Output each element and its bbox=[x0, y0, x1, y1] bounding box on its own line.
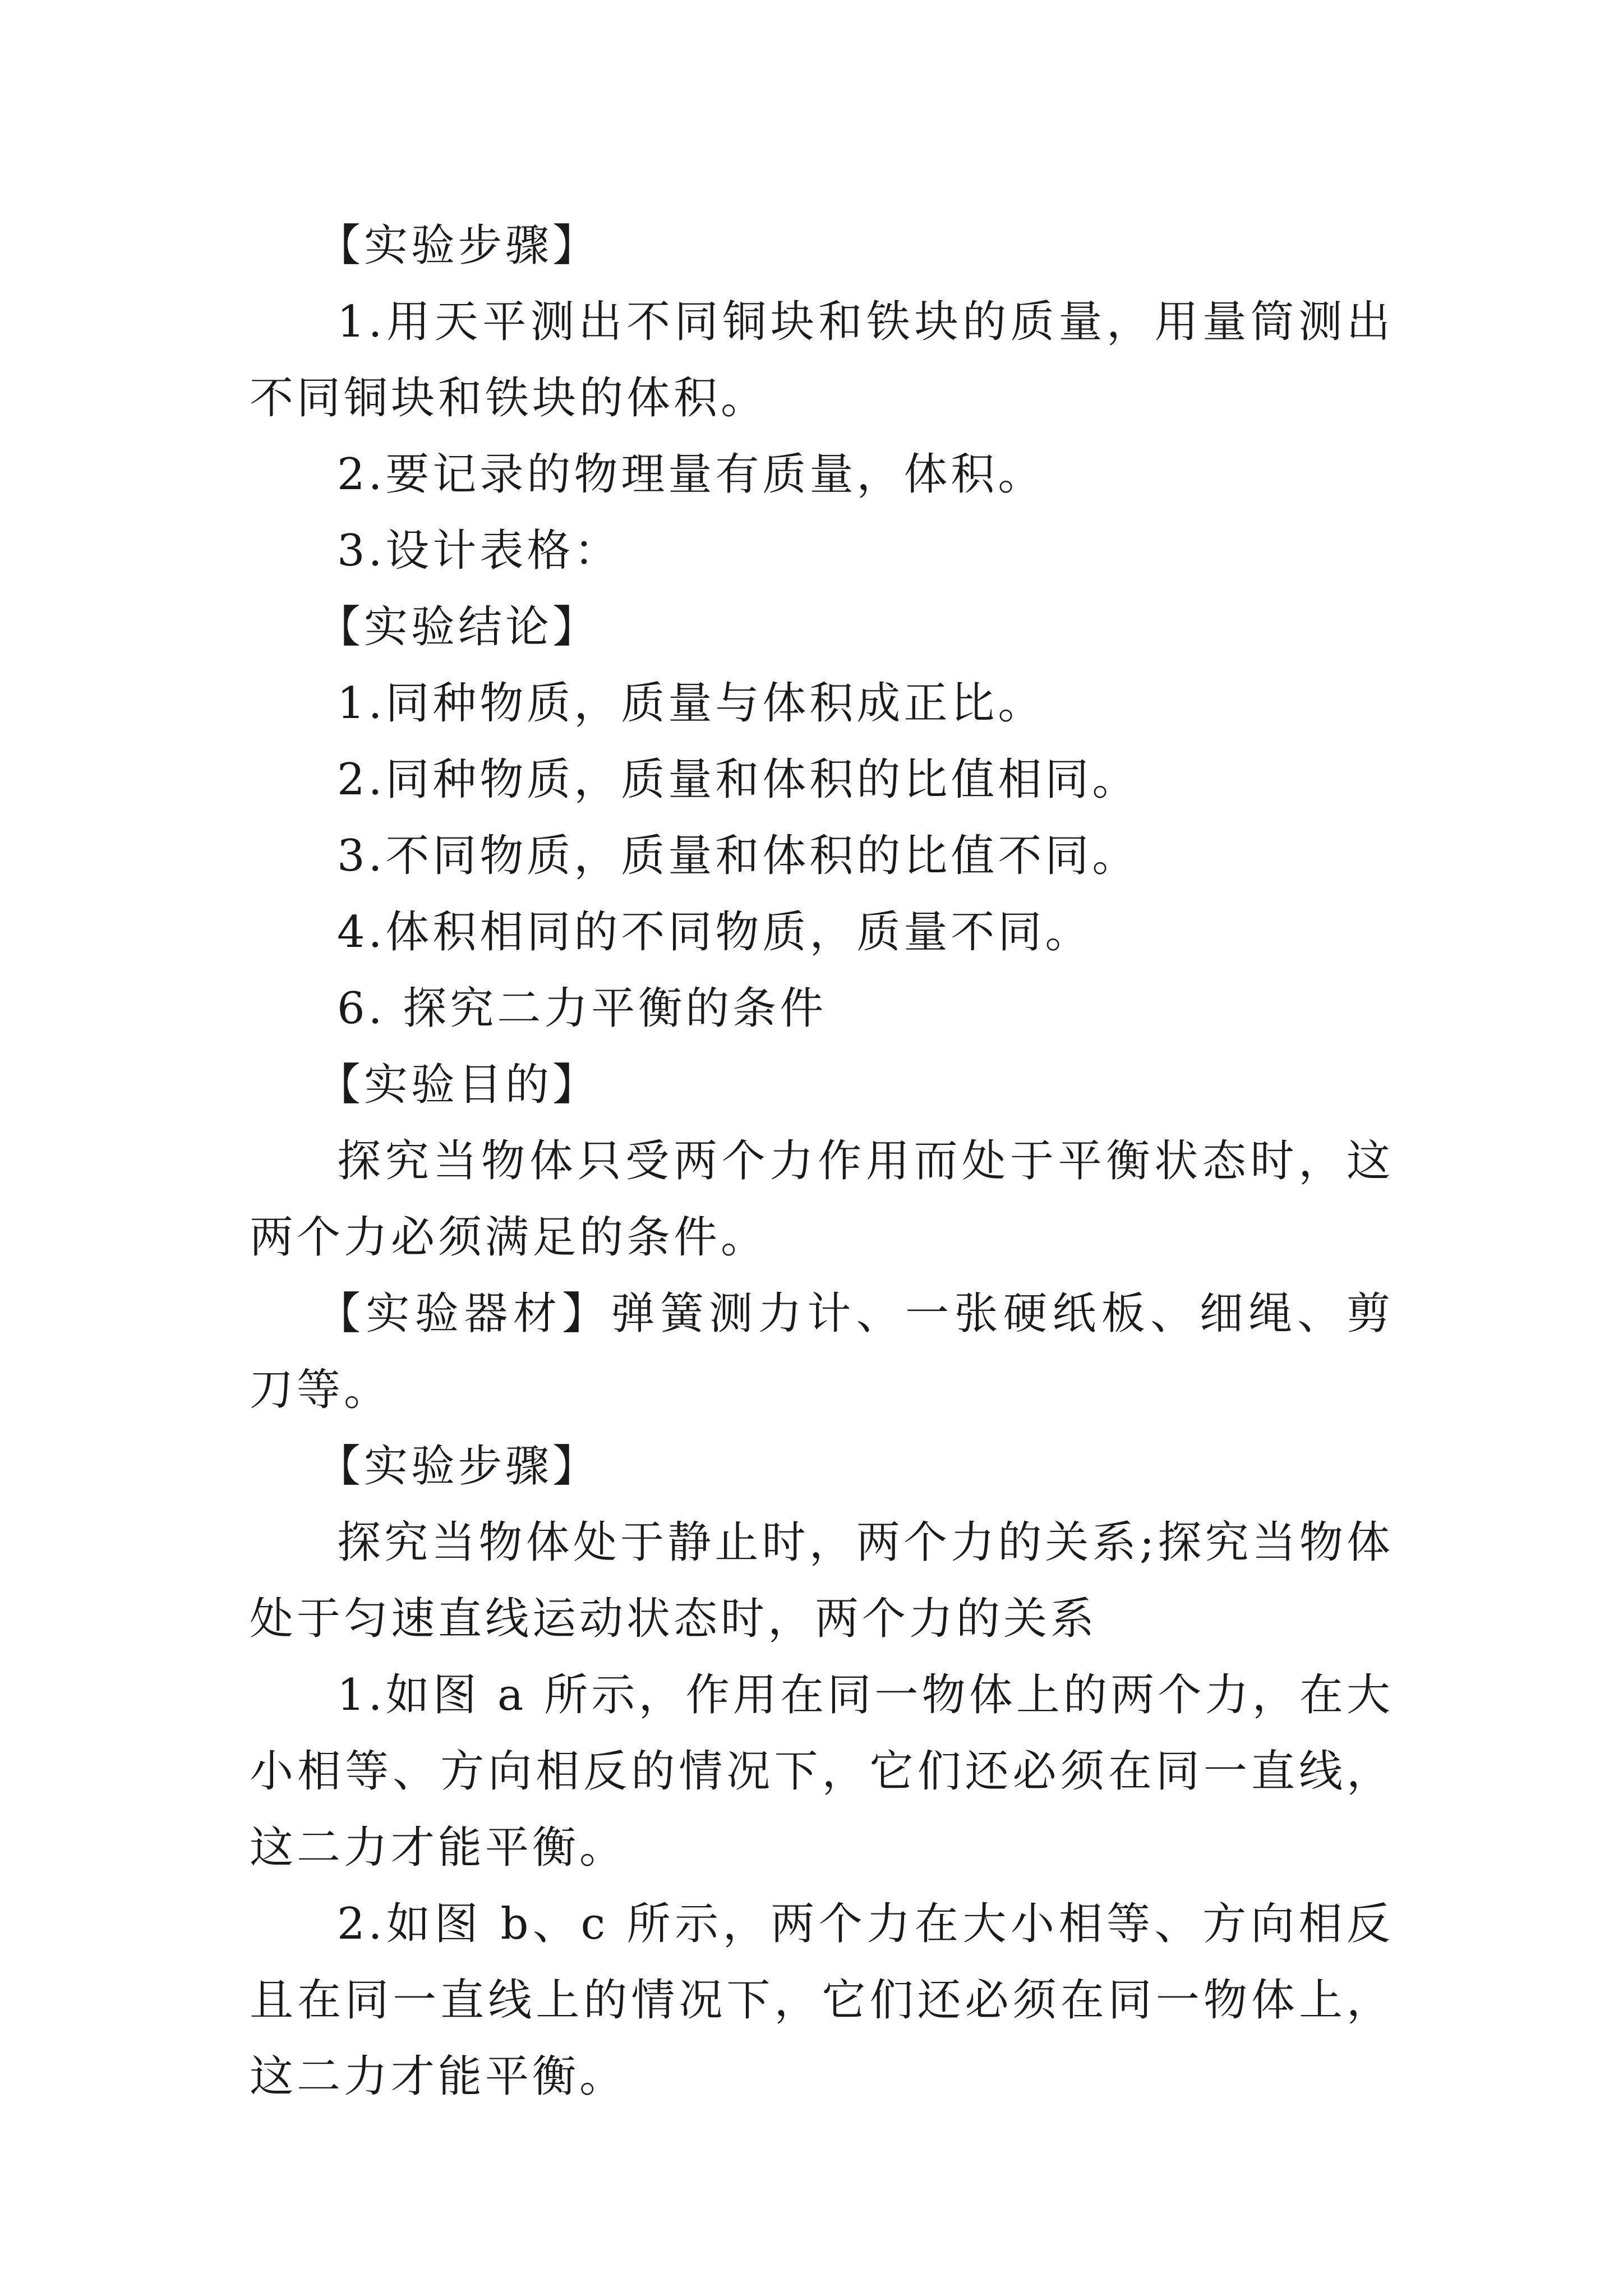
paragraph-balance-step-1: 1.如图 a 所示，作用在同一物体上的两个力，在大小相等、方向相反的情况下，它们还必须在同一直线，这二力才能平衡。 bbox=[250, 1670, 1394, 1873]
paragraph-step-1: 1.用天平测出不同铜块和铁块的质量，用量筒测出不同铜块和铁块的体积。 bbox=[250, 297, 1394, 424]
section-heading-experiment-steps: 【实验步骤】 bbox=[317, 220, 600, 271]
paragraph-conclusion-4: 4.体积相同的不同物质，质量不同。 bbox=[337, 907, 1092, 958]
paragraph-step-2: 2.要记录的物理量有质量，体积。 bbox=[337, 449, 1045, 500]
paragraph-step-3: 3.设计表格： bbox=[337, 526, 621, 576]
paragraph-equipment: 【实验器材】弹簧测力计、一张硬纸板、细绳、剪刀等。 bbox=[250, 1289, 1394, 1415]
paragraph-steps-intro: 探究当物体处于静止时，两个力的关系;探究当物体处于匀速直线运动状态时，两个力的关系 bbox=[250, 1517, 1394, 1644]
paragraph-purpose: 探究当物体只受两个力作用而处于平衡状态时，这两个力必须满足的条件。 bbox=[250, 1136, 1394, 1263]
paragraph-conclusion-3: 3.不同物质，质量和体积的比值不同。 bbox=[337, 831, 1140, 881]
section-heading-experiment-steps-2: 【实验步骤】 bbox=[317, 1441, 600, 1492]
paragraph-conclusion-2: 2.同种物质，质量和体积的比值相同。 bbox=[337, 754, 1140, 805]
paragraph-conclusion-1: 1.同种物质，质量与体积成正比。 bbox=[337, 678, 1045, 729]
section-heading-experiment-conclusion: 【实验结论】 bbox=[317, 602, 600, 652]
document-body bbox=[250, 208, 1394, 2115]
section-title-balance-conditions: 6. 探究二力平衡的条件 bbox=[337, 983, 827, 1034]
section-heading-experiment-purpose: 【实验目的】 bbox=[317, 1060, 600, 1110]
paragraph-balance-step-2: 2.如图 b、c 所示，两个力在大小相等、方向相反且在同一直线上的情况下，它们还必须在同一物体上，这二力才能平衡。 bbox=[250, 1899, 1394, 2102]
